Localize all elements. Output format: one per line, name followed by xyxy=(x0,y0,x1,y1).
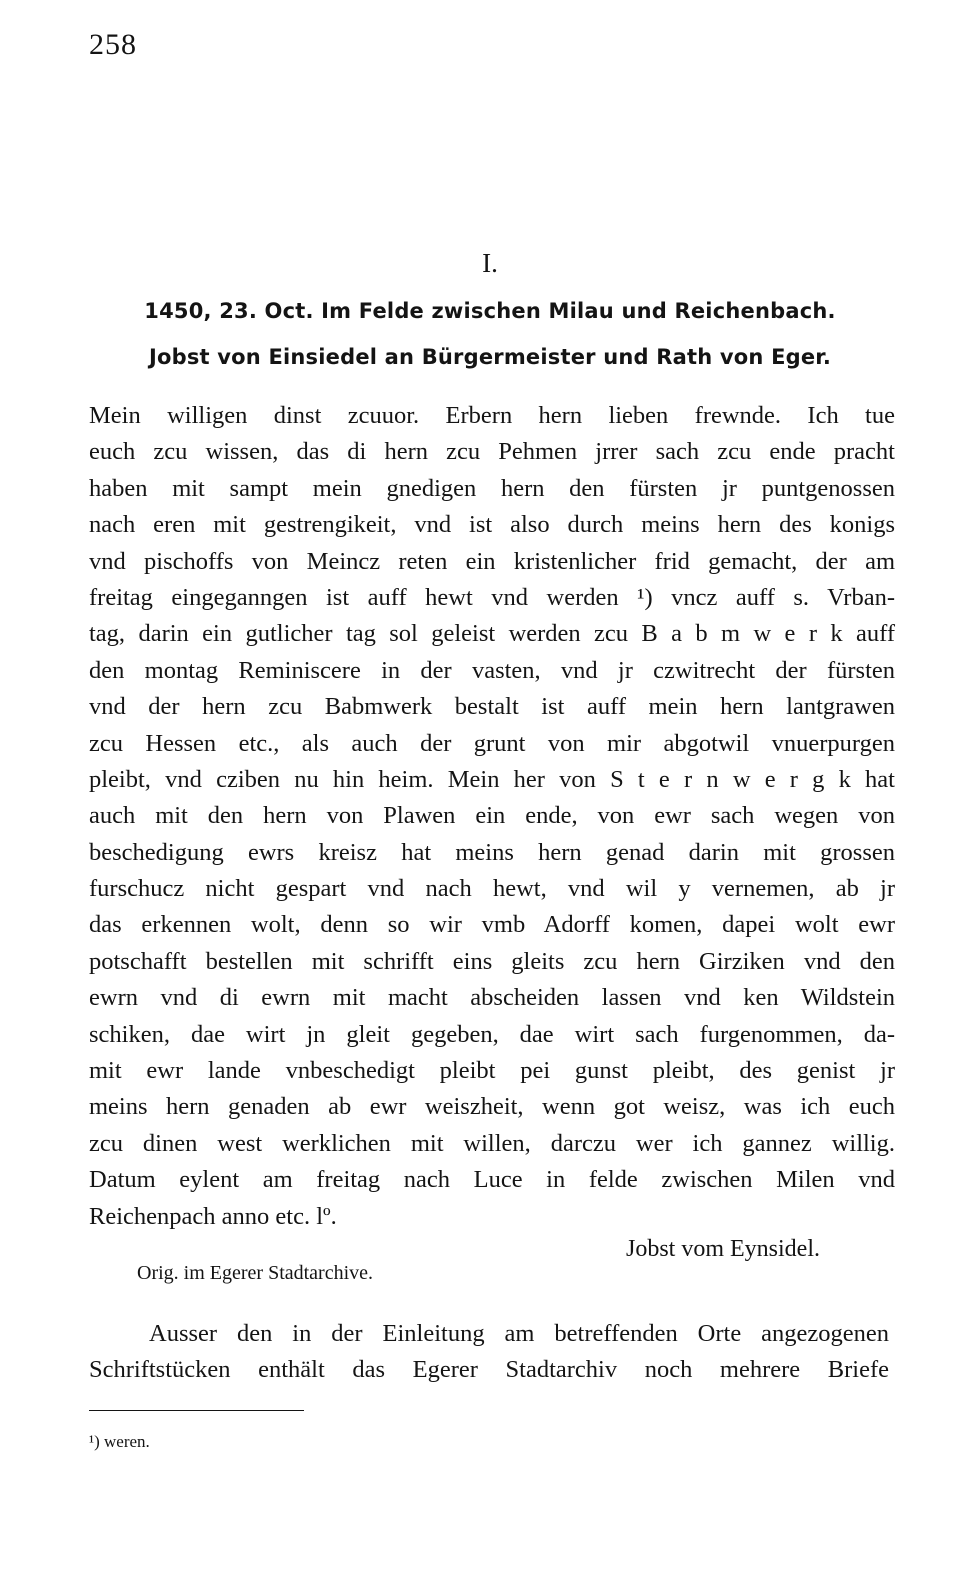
text-line: Datum eylent am freitag nach Luce in felde zwischen Milen vnd xyxy=(89,1166,895,1194)
archive-note: Orig. im Egerer Stadtarchive. xyxy=(137,1262,374,1284)
heading-date-place: 1450, 23. Oct. Im Felde zwischen Milau und Reichenbach. xyxy=(144,299,836,323)
text-line: auch mit den hern von Plawen ein ende, von ewr sach wegen von xyxy=(89,802,895,830)
text-line: ewrn vnd di ewrn mit macht abscheiden lassen vnd ken Wildstein xyxy=(89,984,895,1012)
text-line: mit ewr lande vnbeschedigt pleibt pei gunst pleibt, des genist jr xyxy=(89,1057,895,1085)
text-line: schiken, dae wirt jn gleit gegeben, dae wirt sach furgenommen, da- xyxy=(89,1020,895,1048)
page-number: 258 xyxy=(89,28,137,61)
text-line: zcu dinen west werklichen mit willen, darczu wer ich gannez willig. xyxy=(89,1129,895,1157)
footnote: ¹) weren. xyxy=(89,1432,150,1451)
text-line: Mein willigen dinst zcuuor. Erbern hern lieben frewnde. Ich tue xyxy=(89,402,895,429)
text-line: Reichenpach anno etc. lº. xyxy=(89,1202,337,1230)
text-line: pleibt, vnd cziben nu hin heim. Mein her von S t e r n w e r g k hat xyxy=(89,765,895,793)
following-paragraph xyxy=(89,1316,889,1389)
signature: Jobst vom Eynsidel. xyxy=(626,1236,821,1262)
text-line: nach eren mit gestrengikeit, vnd ist also durch meins hern des konigs xyxy=(89,511,895,539)
text-line: den montag Reminiscere in der vasten, vnd jr czwitrecht der fürsten xyxy=(89,656,895,684)
text-line: zcu Hessen etc., als auch der grunt von mir abgotwil vnuerpurgen xyxy=(89,729,895,757)
text-line: potschafft bestellen mit schrifft eins gleits zcu hern Girziken vnd den xyxy=(89,947,895,975)
text-line: haben mit sampt mein gnedigen hern den fürsten jr puntgenossen xyxy=(89,474,895,502)
footnote-divider xyxy=(89,1410,304,1411)
text-line: euch zcu wissen, das di hern zcu Pehmen jrrer sach zcu ende pracht xyxy=(89,438,895,466)
text-line: das erkennen wolt, denn so wir vmb Adorff komen, dapei wolt ewr xyxy=(89,911,895,939)
text-line: Ausser den in der Einleitung am betreffenden Orte angezogenen xyxy=(149,1320,889,1347)
text-line: vnd der hern zcu Babmwerk bestalt ist auff mein hern lantgrawen xyxy=(89,693,895,721)
document-number: I. xyxy=(482,248,498,278)
heading-parties: Jobst von Einsiedel an Bürgermeister und Rath von Eger. xyxy=(148,345,832,369)
letter-body xyxy=(89,398,895,1235)
text-line: meins hern genaden ab ewr weiszheit, wenn got weisz, was ich euch xyxy=(89,1093,895,1121)
text-line: Schriftstücken enthält das Egerer Stadtarchiv noch mehrere Briefe xyxy=(89,1356,889,1384)
text-line: furschucz nicht gespart vnd nach hewt, vnd wil y vernemen, ab jr xyxy=(89,875,895,903)
text-line: vnd pischoffs von Meincz reten ein kristenlicher frid gemacht, der am xyxy=(89,547,895,575)
text-line: beschedigung ewrs kreisz hat meins hern genad darin mit grossen xyxy=(89,838,895,866)
text-line: tag, darin ein gutlicher tag sol geleist werden zcu B a b m w e r k auff xyxy=(89,620,895,648)
text-line: freitag eingeganngen ist auff hewt vnd werden ¹) vncz auff s. Vrban- xyxy=(89,583,895,611)
